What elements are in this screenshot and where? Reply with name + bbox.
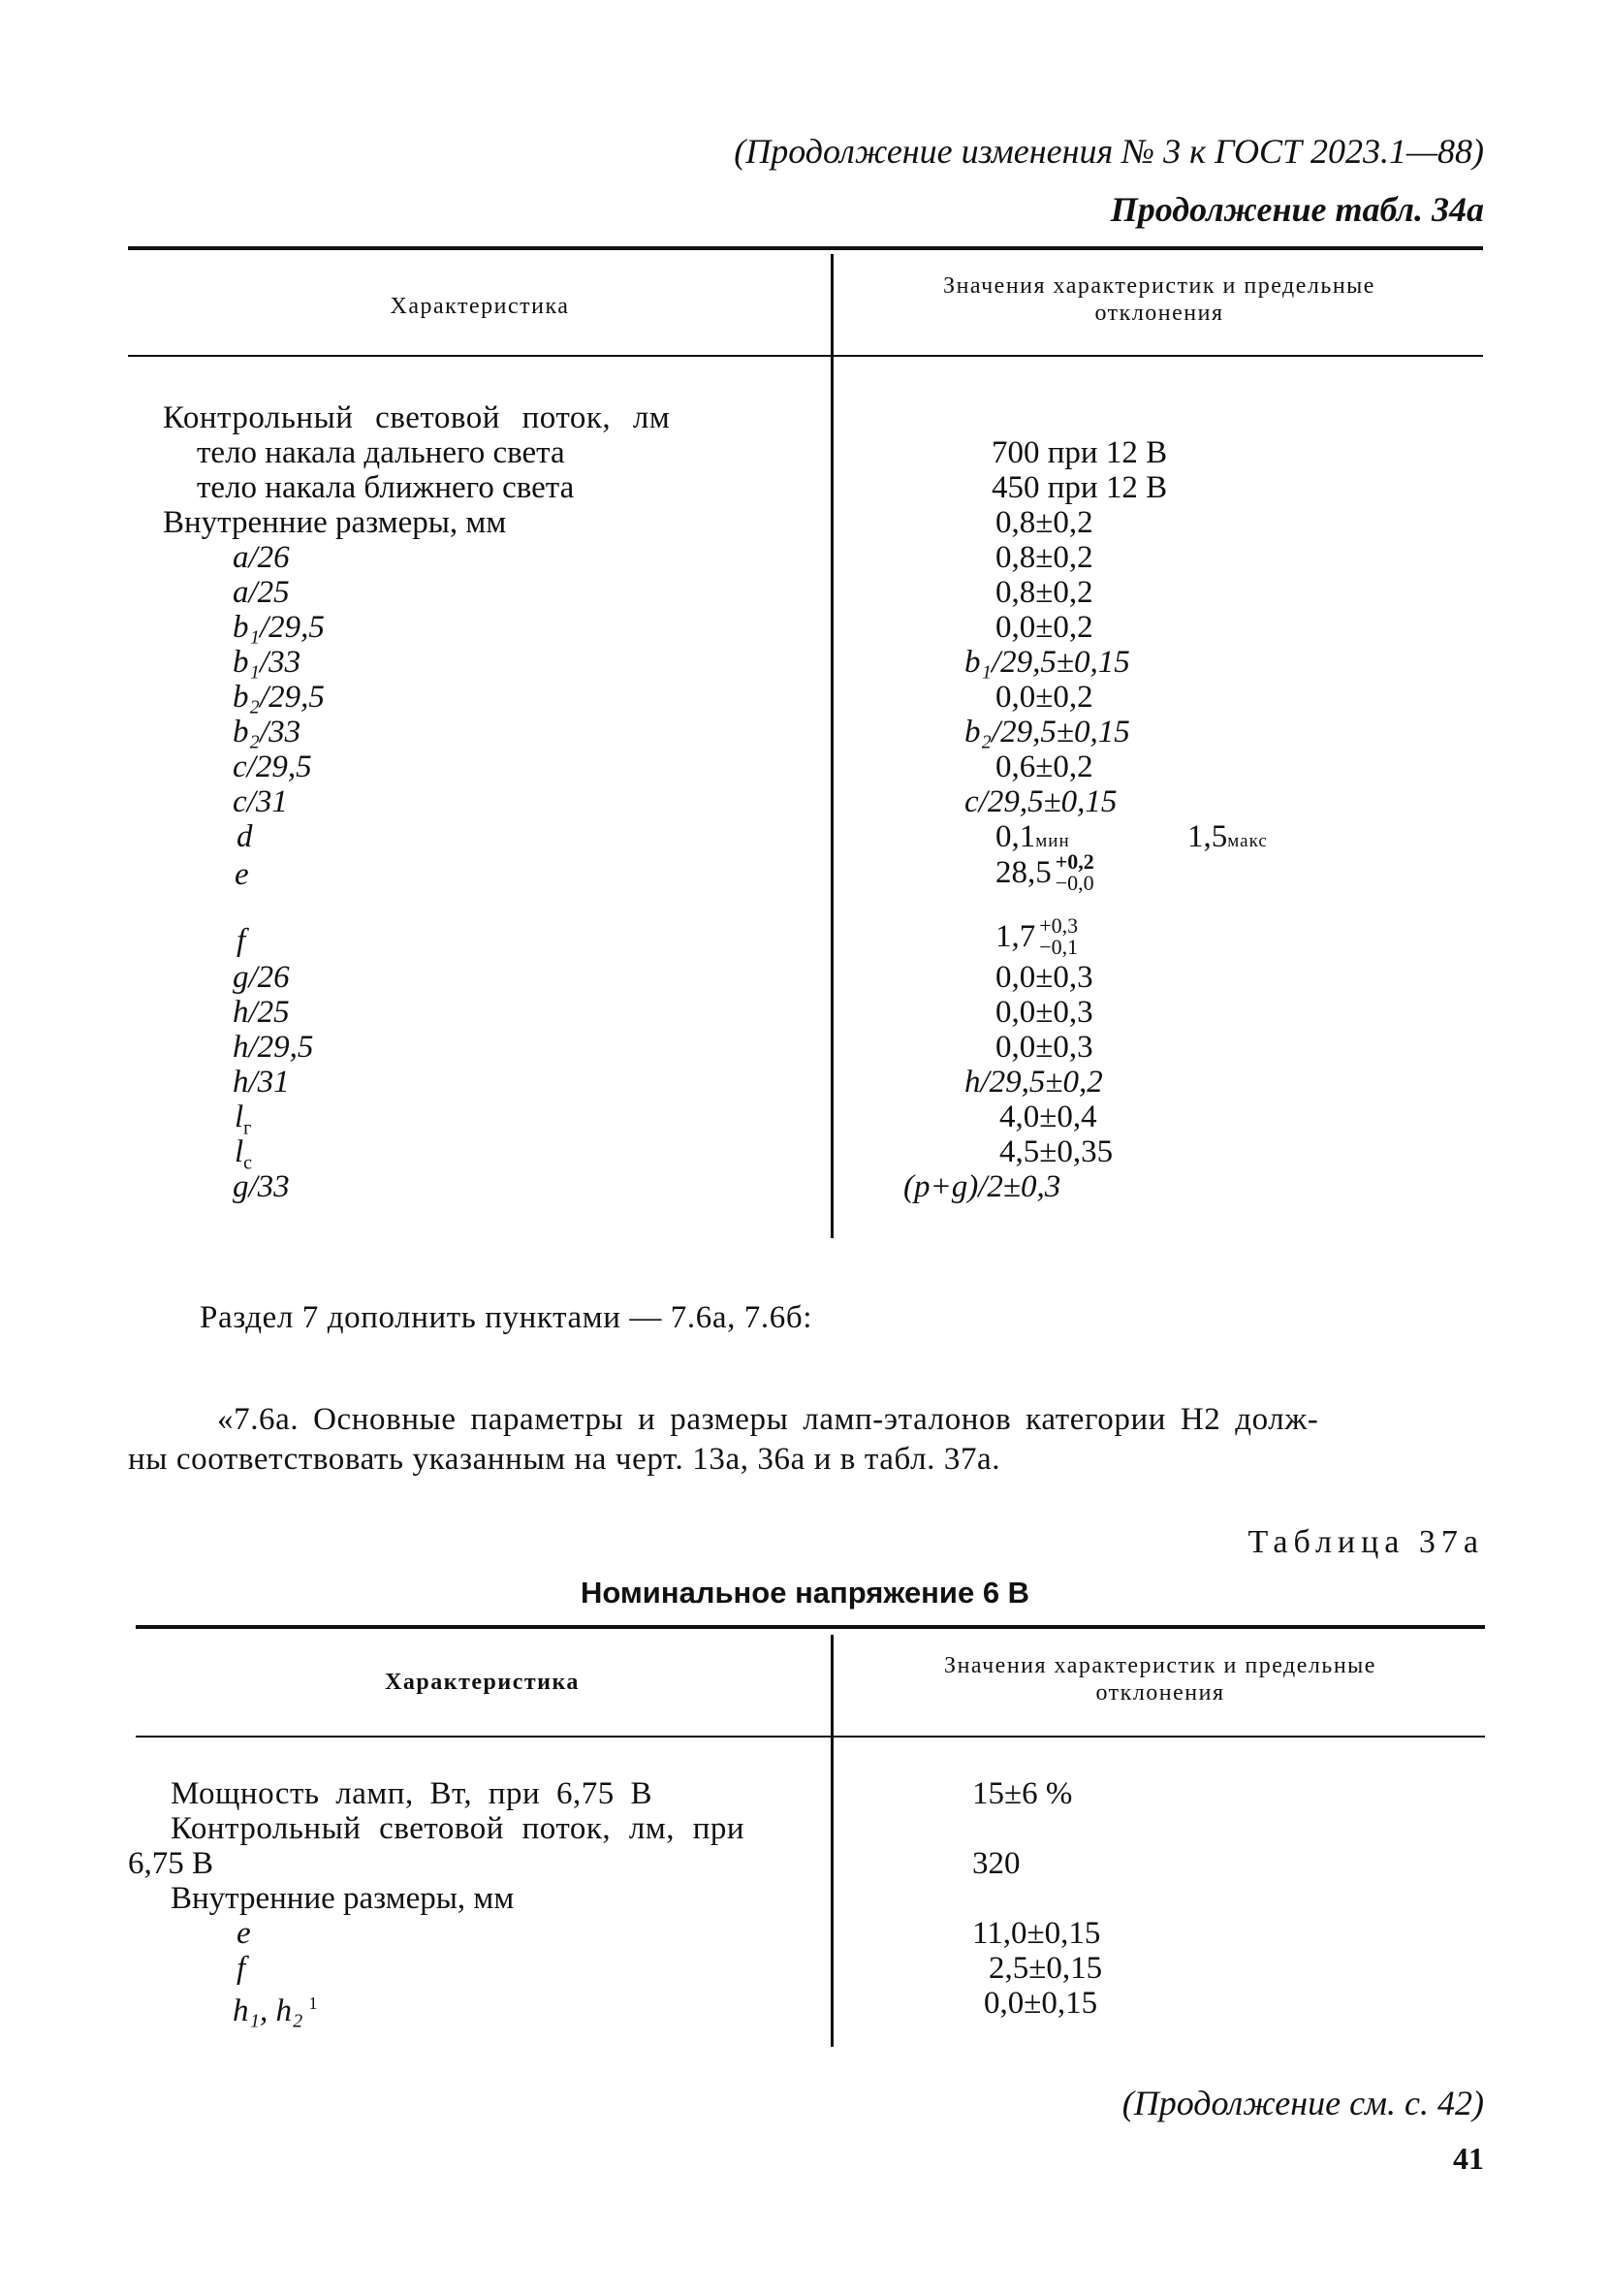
table34a-row-value: 0,0±0,2 xyxy=(995,610,1093,645)
table37a-column-divider xyxy=(831,1635,834,2047)
table37a-row-label: Контрольный световой поток, лм, при xyxy=(171,1811,745,1846)
nominal-value: 1,7 xyxy=(995,919,1036,954)
table34a-row-label: b₁/33 xyxy=(233,645,301,680)
table37a-row-label: f xyxy=(237,1951,246,1986)
page-number: 41 xyxy=(1453,2141,1484,2176)
table34a-column-divider xyxy=(831,254,834,1238)
table34a-col1-header: Характеристика xyxy=(390,294,570,319)
table34a-row-label: f xyxy=(237,923,246,958)
table37a-row-label xyxy=(233,1986,317,2028)
max-value: 1,5 xyxy=(1187,819,1228,854)
nominal-value: 28,5 xyxy=(995,855,1052,890)
table37a-row-label: Внутренние размеры, мм xyxy=(171,1881,515,1916)
tolerance-plus: +0,2 xyxy=(1055,849,1094,874)
table34a-row-label: тело накала дальнего света xyxy=(197,435,565,470)
label-main: l xyxy=(235,1100,244,1134)
table37a-row-value: 2,5±0,15 xyxy=(989,1951,1103,1986)
table34a-row-value: 450 при 12 В xyxy=(992,470,1168,505)
min-suffix: мин xyxy=(1035,831,1070,851)
table34a-row-value: 0,0±0,3 xyxy=(995,960,1093,995)
tolerance-minus: −0,1 xyxy=(1039,935,1079,959)
table34a-row-value: 0,8±0,2 xyxy=(995,505,1093,540)
table34a-row-label: c/31 xyxy=(233,784,288,819)
footer-continuation: (Продолжение см. с. 42) xyxy=(1121,2084,1484,2122)
table37a-row-value: 11,0±0,15 xyxy=(972,1916,1101,1951)
table34a-row-label: c/29,5 xyxy=(233,749,312,784)
table34a-row-label: a/26 xyxy=(233,540,290,575)
table37a-row-value: 15±6 % xyxy=(972,1776,1073,1811)
label-superscript: 1 xyxy=(308,1993,318,2013)
table34a-row-value: c/29,5±0,15 xyxy=(964,784,1118,819)
table34a-top-rule xyxy=(128,246,1483,250)
table34a-row-label: h/29,5 xyxy=(233,1030,314,1065)
table37a-row-value: 0,0±0,15 xyxy=(984,1986,1098,2021)
table34a-header-rule xyxy=(128,355,1483,357)
section-instruction: Раздел 7 дополнить пунктами — 7.6а, 7.6б: xyxy=(200,1300,813,1335)
table34a-row-value-max xyxy=(1187,819,1268,859)
table37a-header-rule xyxy=(136,1736,1485,1738)
table34a-row-value: 0,8±0,2 xyxy=(995,540,1093,575)
tolerance-stack xyxy=(1056,851,1094,894)
table34a-row-label: h/25 xyxy=(233,995,290,1030)
table34a-row-label: h/31 xyxy=(233,1065,290,1100)
table37a-col2-header-line1: Значения характеристик и предельные xyxy=(944,1653,1376,1678)
tolerance-stack xyxy=(1039,915,1078,958)
table34a-row-label: b₂/29,5 xyxy=(233,680,325,715)
label-main: l xyxy=(235,1134,244,1169)
table37a-label: Таблица 37а xyxy=(1247,1524,1484,1560)
label-subscript: с xyxy=(243,1152,253,1174)
table37a-row-label: 6,75 В xyxy=(128,1846,214,1881)
table34a-row-value: h/29,5±0,2 xyxy=(964,1065,1103,1100)
table34a-row-value: 700 при 12 В xyxy=(992,435,1168,470)
label-subscript: г xyxy=(243,1117,252,1139)
table-continuation-label: Продолжение табл. 34а xyxy=(1110,190,1484,229)
table34a-row-label: тело накала ближнего света xyxy=(197,470,575,505)
table34a-row-value xyxy=(995,851,1094,894)
table37a-top-rule xyxy=(136,1625,1485,1629)
table34a-row-value: (p+g)/2±0,3 xyxy=(903,1169,1061,1204)
paragraph-line-1: «7.6а. Основные параметры и размеры ламп-эталонов категории Н2 долж- xyxy=(217,1402,1319,1437)
table37a-row-value: 320 xyxy=(972,1846,1021,1881)
table34a-row-value: 4,5±0,35 xyxy=(999,1134,1114,1169)
table34a-row-label: b₁/29,5 xyxy=(233,610,325,645)
table34a-col2-header-line1: Значения характеристик и предельные xyxy=(943,273,1375,299)
table34a-row-label: a/25 xyxy=(233,575,290,610)
table34a-row-value: 0,0±0,3 xyxy=(995,1030,1093,1065)
max-suffix: макс xyxy=(1227,831,1268,851)
min-value: 0,1 xyxy=(995,819,1036,854)
table37a-row-label: Мощность ламп, Вт, при 6,75 В xyxy=(171,1776,652,1811)
label-main: h₁, h₂ xyxy=(233,1993,303,2028)
table34a-row-label: Контрольный световой поток, лм xyxy=(163,400,671,435)
tolerance-plus: +0,3 xyxy=(1039,913,1079,938)
table34a-row-value: 0,0±0,3 xyxy=(995,995,1093,1030)
paragraph-line-2: ны соответствовать указанным на черт. 13а, 36а и в табл. 37а. xyxy=(128,1442,1001,1477)
table34a-row-value: b₂/29,5±0,15 xyxy=(964,715,1130,749)
table34a-row-value: 4,0±0,4 xyxy=(999,1100,1097,1134)
table34a-row-value: b₁/29,5±0,15 xyxy=(964,645,1130,680)
table34a-row-value xyxy=(995,915,1078,958)
table34a-row-label: d xyxy=(237,819,253,854)
table34a-row-value: 0,8±0,2 xyxy=(995,575,1093,610)
table34a-row-value: 0,0±0,2 xyxy=(995,680,1093,715)
table34a-row-label: g/33 xyxy=(233,1169,290,1204)
table37a-row-label: e xyxy=(237,1916,251,1951)
table37a-title: Номинальное напряжение 6 В xyxy=(580,1576,1030,1610)
table34a-row-label: e xyxy=(235,857,249,892)
table34a-row-label: b₂/33 xyxy=(233,715,301,749)
table37a-col1-header: Характеристика xyxy=(385,1670,580,1695)
table34a-row-label: g/26 xyxy=(233,960,290,995)
continuation-header: (Продолжение изменения № 3 к ГОСТ 2023.1—88) xyxy=(734,132,1484,171)
table37a-col2-header-line2: отклонения xyxy=(1095,1680,1225,1706)
table34a-row-value: 0,6±0,2 xyxy=(995,749,1093,784)
table34a-row-label: Внутренние размеры, мм xyxy=(163,505,507,540)
tolerance-minus: −0,0 xyxy=(1055,871,1094,895)
table34a-col2-header-line2: отклонения xyxy=(1094,301,1224,326)
